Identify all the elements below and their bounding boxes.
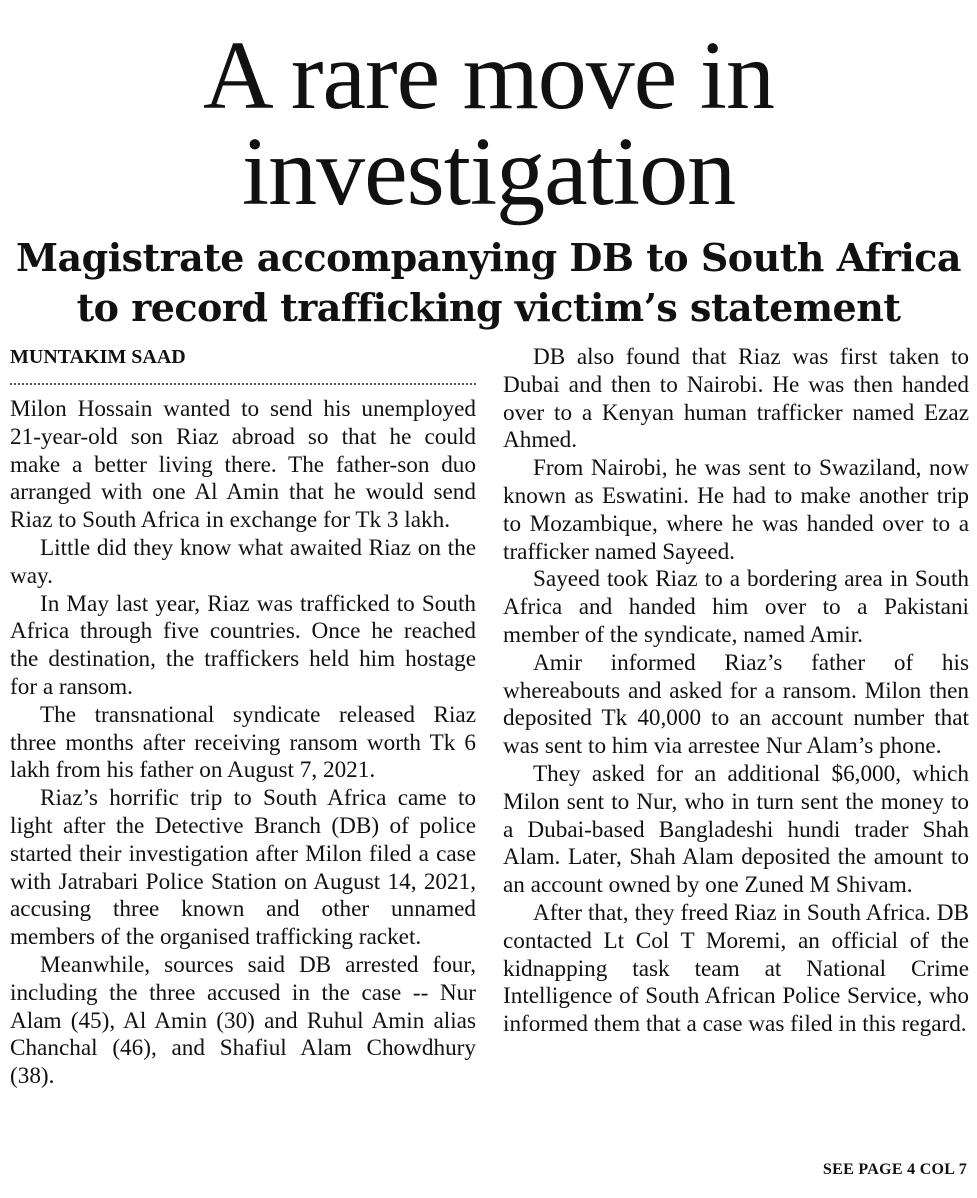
paragraph: Little did they know what awaited Riaz on the way.: [10, 534, 476, 589]
subheadline: [0, 233, 977, 333]
paragraph: Amir informed Riaz’s father of his whereabouts and asked for a ransom. Milon then deposited Tk 40,000 to an account number that was sent to him via arrestee Nur Alam’s phone.: [503, 649, 969, 760]
byline-divider: [10, 383, 476, 385]
paragraph: In May last year, Riaz was trafficked to South Africa through five countries. Once he reached the destination, the traffickers held him hostage for a ransom.: [10, 590, 476, 700]
paragraph: After that, they freed Riaz in South Africa. DB contacted Lt Col T Moremi, an official of the kidnapping task team at National Crime Intelligence of South African Police Service, who informed them that a case was filed in this regard.: [503, 899, 969, 1038]
paragraph: They asked for an additional $6,000, which Milon sent to Nur, who in turn sent the money to a Dubai-based Bangladeshi hundi trader Shah Alam. Later, Shah Alam deposited the amount to an account owned by one Zuned M Shivam.: [503, 760, 969, 899]
headline-line-2: investigation: [241, 118, 736, 226]
paragraph: Riaz’s horrific trip to South Africa came to light after the Detective Branch (DB) of police started their investigation after Milon filed a case with Jatrabari Police Station on August 14, 2021, accusing three known and other unnamed members of the organised trafficking racket.: [10, 785, 476, 951]
byline: MUNTAKIM SAAD: [10, 346, 186, 368]
paragraph: Milon Hossain wanted to send his unemployed 21-year-old son Riaz abroad so that he could make a better living there. The father-son duo arranged with one Al Amin that he would send Riaz to South Africa in exchange for Tk 3 lakh.: [10, 396, 476, 534]
subheadline-line-1: Magistrate accompanying DB to South Africa: [15, 235, 962, 280]
article-column-left: [10, 396, 476, 1091]
paragraph: Sayeed took Riaz to a bordering area in South Africa and handed him over to a Pakistani member of the syndicate, named Amir.: [503, 566, 969, 648]
article-column-right: [503, 344, 969, 1039]
headline-line-1: A rare move in: [202, 22, 775, 130]
headline: [0, 22, 977, 226]
paragraph: The transnational syndicate released Riaz three months after receiving ransom worth Tk 6 lakh from his father on August 7, 2021.: [10, 701, 476, 784]
paragraph: DB also found that Riaz was first taken to Dubai and then to Nairobi. He was then handed over to a Kenyan human trafficker named Ezaz Ahmed.: [503, 344, 969, 454]
subheadline-line-2: to record trafficking victim’s statement: [76, 285, 901, 330]
paragraph: Meanwhile, sources said DB arrested four, including the three accused in the case -- Nur Alam (45), Al Amin (30) and Ruhul Amin alias Chanchal (46), and Shafiul Alam Chowdhury (38).: [10, 951, 476, 1090]
continuation-jump-line: SEE PAGE 4 COL 7: [822, 1161, 967, 1178]
paragraph: From Nairobi, he was sent to Swaziland, now known as Eswatini. He had to make another trip to Mozambique, where he was handed over to a trafficker named Sayeed.: [503, 455, 969, 565]
